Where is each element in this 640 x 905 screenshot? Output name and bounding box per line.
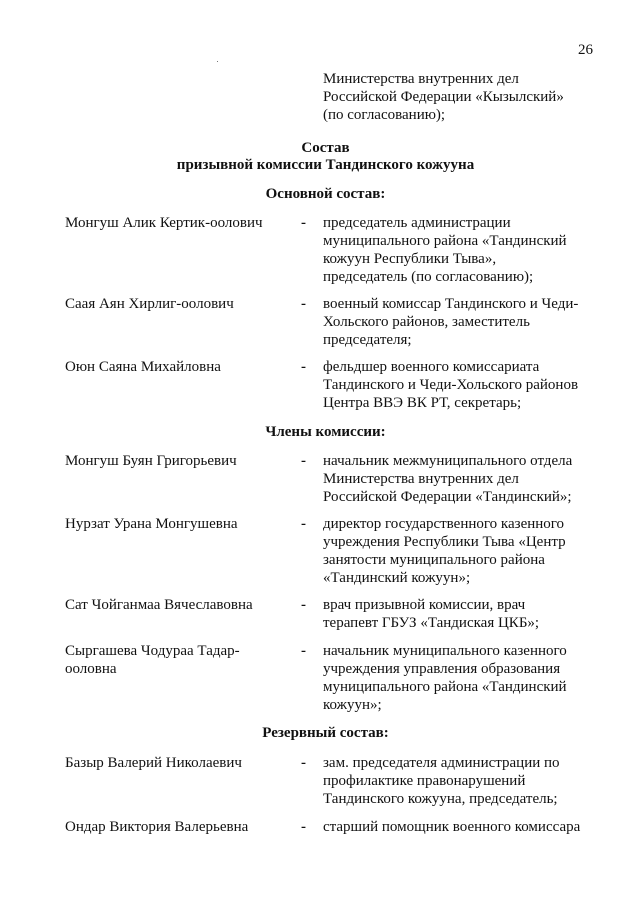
person-name <box>65 643 285 679</box>
role-line: врач призывной комиссии, врач <box>323 597 526 613</box>
continuation-line: Российской Федерации «Кызылский» <box>323 89 564 105</box>
role-line: муниципального района «Тандинский <box>323 679 567 695</box>
person-role <box>323 296 623 350</box>
person-role <box>323 755 623 809</box>
page-number: 26 <box>578 42 593 58</box>
person-role <box>323 819 623 837</box>
continuation-line: (по согласованию); <box>323 107 446 123</box>
role-line: Хольского районов, заместитель <box>323 314 530 330</box>
role-line: военный комиссар Тандинского и Чеди- <box>323 296 579 312</box>
document-subtitle: призывной комиссии Тандинского кожууна <box>176 157 475 173</box>
name-line: Монгуш Буян Григорьевич <box>65 453 237 469</box>
role-line: Российской Федерации «Тандинский»; <box>323 489 572 505</box>
role-line: зам. председателя администрации по <box>323 755 560 771</box>
section-heading-main: Основной состав: <box>265 186 386 202</box>
person-role <box>323 215 623 287</box>
role-line: учреждения управления образования <box>323 661 561 677</box>
person-name <box>65 359 285 377</box>
person-name <box>65 296 285 314</box>
dash-separator: - <box>301 597 306 613</box>
role-line: председателя; <box>323 332 412 348</box>
person-name <box>65 516 285 534</box>
name-line: Сыргашева Чодураа Тадар- <box>65 643 240 659</box>
role-line: занятости муниципального района <box>323 552 545 568</box>
dash-separator: - <box>301 453 306 469</box>
person-role <box>323 516 623 588</box>
name-line: Ондар Виктория Валерьевна <box>65 819 249 835</box>
dash-separator: - <box>301 643 306 659</box>
dash-separator: - <box>301 296 306 312</box>
role-line: директор государственного казенного <box>323 516 565 532</box>
section-heading-reserve: Резервный состав: <box>262 725 389 741</box>
document-title: Состав <box>301 140 350 156</box>
dash-separator: - <box>301 819 306 835</box>
role-line: Тандинского и Чеди-Хольского районов <box>323 377 579 393</box>
person-name <box>65 755 285 773</box>
role-line: профилактике правонарушений <box>323 773 526 789</box>
dash-separator: - <box>301 755 306 771</box>
person-role <box>323 597 623 633</box>
dash-separator: - <box>301 359 306 375</box>
role-line: терапевт ГБУЗ «Тандиская ЦКБ»; <box>323 615 540 631</box>
person-role <box>323 359 623 413</box>
role-line: начальник межмуниципального отдела <box>323 453 573 469</box>
role-line: кожуун»; <box>323 697 382 713</box>
role-line: фельдшер военного комиссариата <box>323 359 540 375</box>
role-line: муниципального района «Тандинский <box>323 233 567 249</box>
role-line: председатель администрации <box>323 215 511 231</box>
continuation-block <box>323 71 613 125</box>
person-name <box>65 453 285 471</box>
role-line: старший помощник военного комиссара <box>323 819 581 835</box>
role-line: Министерства внутренних дел <box>323 471 519 487</box>
name-line: ооловна <box>65 661 117 677</box>
scan-speck <box>217 61 218 62</box>
role-line: «Тандинский кожуун»; <box>323 570 471 586</box>
person-name <box>65 215 285 233</box>
person-name <box>65 597 285 615</box>
role-line: начальник муниципального казенного <box>323 643 567 659</box>
role-line: учреждения Республики Тыва «Центр <box>323 534 566 550</box>
person-role <box>323 643 623 715</box>
name-line: Сат Чойганмаа Вячеславовна <box>65 597 253 613</box>
role-line: Центра ВВЭ ВК РТ, секретарь; <box>323 395 522 411</box>
role-line: кожуун Республики Тыва», <box>323 251 497 267</box>
person-role <box>323 453 623 507</box>
continuation-line: Министерства внутренних дел <box>323 71 519 87</box>
section-heading-members: Члены комиссии: <box>265 424 386 440</box>
name-line: Базыр Валерий Николаевич <box>65 755 242 771</box>
name-line: Оюн Саяна Михайловна <box>65 359 221 375</box>
person-name <box>65 819 285 837</box>
name-line: Нурзат Урана Монгушевна <box>65 516 238 532</box>
dash-separator: - <box>301 516 306 532</box>
dash-separator: - <box>301 215 306 231</box>
name-line: Саая Аян Хирлиг-оолович <box>65 296 234 312</box>
name-line: Монгуш Алик Кертик-оолович <box>65 215 263 231</box>
role-line: Тандинского кожууна, председатель; <box>323 791 558 807</box>
role-line: председатель (по согласованию); <box>323 269 534 285</box>
